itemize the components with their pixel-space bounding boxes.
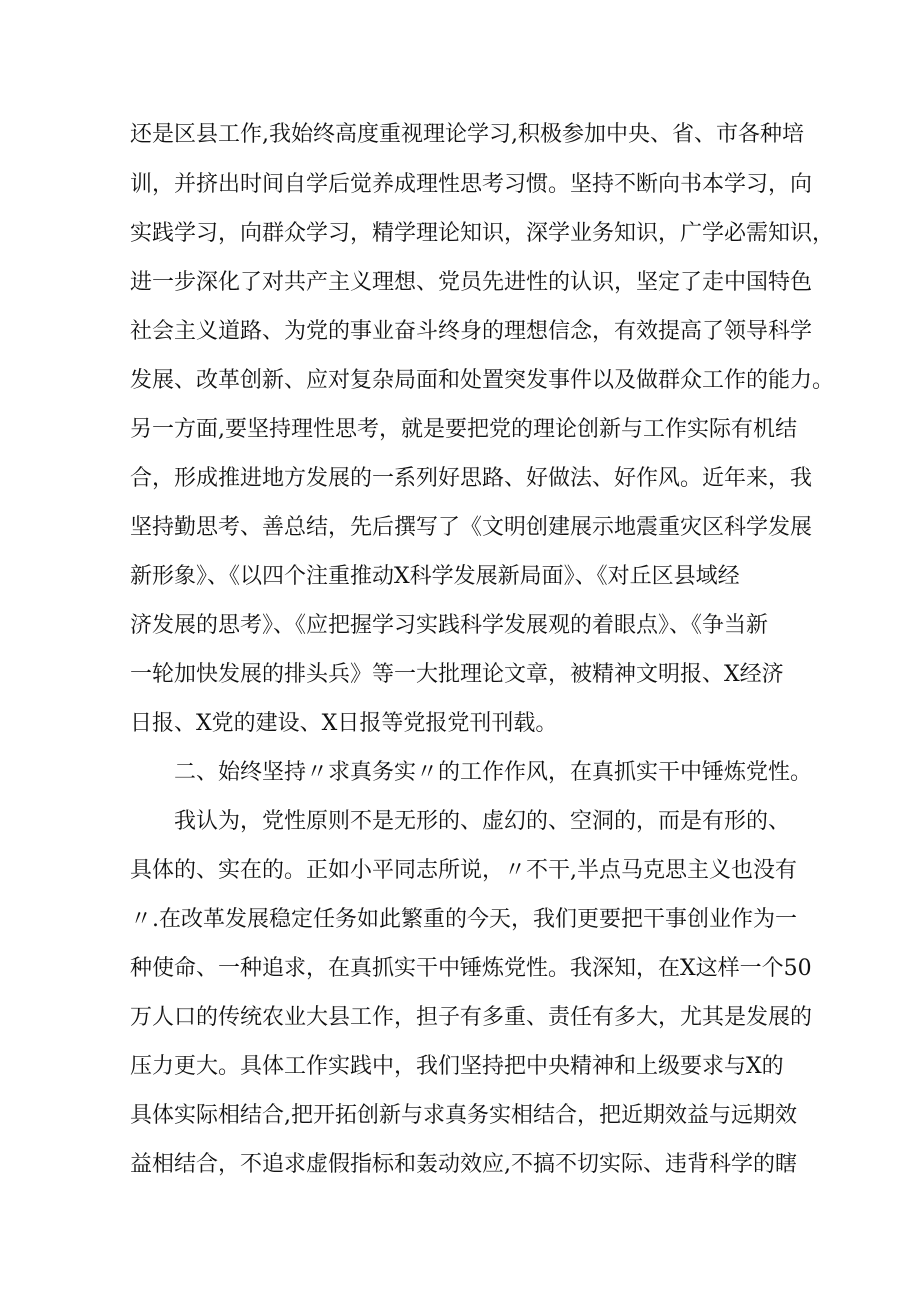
text-line: 日报、X党的建设、X日报等党报党刊刊载。 <box>130 711 558 736</box>
text-line: 进一步深化了对共产主义理想、党员先进性的认识，坚定了走中国特色 <box>130 270 813 295</box>
text-line: 社会主义道路、为党的事业奋斗终身的理想信念，有效提高了领导科学 <box>130 319 813 344</box>
text-line: 具体实际相结合,把开拓创新与求真务实相结合，把近期效益与远期效 <box>130 1103 797 1128</box>
text-line: 济发展的思考》、《应把握学习实践科学发展观的着眼点》、《争当新 <box>130 613 769 638</box>
text-line: 〃.在改革发展稳定任务如此繁重的今天，我们更要把干事创业作为一 <box>130 907 797 932</box>
text-line: 坚持勤思考、善总结，先后撰写了《文明创建展示地震重灾区科学发展 <box>130 515 813 540</box>
text-line: 发展、改革创新、应对复杂局面和处置突发事件以及做群众工作的能力。 <box>130 368 835 393</box>
text-line: 另一方面,要坚持理性思考，就是要把党的理论创新与工作实际有机结 <box>130 417 797 442</box>
text-line: 压力更大。具体工作实践中，我们坚持把中央精神和上级要求与X的 <box>130 1054 784 1079</box>
text-line: 具体的、实在的。正如小平同志所说，〃不干,半点马克思主义也没有 <box>130 858 797 883</box>
text-line: 实践学习，向群众学习，精学理论知识，深学业务知识，广学必需知识， <box>130 221 835 246</box>
text-line: 种使命、一种追求，在真抓实干中锤炼党性。我深知，在X这样一个50 <box>130 956 812 981</box>
text-line: 合，形成推进地方发展的一系列好思路、好做法、好作风。近年来，我 <box>130 466 813 491</box>
text-line: 万人口的传统农业大县工作，担子有多重、责任有多大，尤其是发展的 <box>130 1005 813 1030</box>
section-heading: 二、始终坚持〃求真务实〃的工作作风，在真抓实干中锤炼党性。 <box>174 760 813 785</box>
text-line: 一轮加快发展的排头兵》等一大批理论文章，被精神文明报、X经济 <box>130 662 784 687</box>
paragraph-first-line: 我认为，党性原则不是无形的、虚幻的、空洞的，而是有形的、 <box>174 809 791 834</box>
text-line: 训，并挤出时间自学后觉养成理性思考习惯。坚持不断向书本学习，向 <box>130 172 813 197</box>
text-line: 新形象》、《以四个注重推动X科学发展新局面》、《对丘区县域经 <box>130 564 740 589</box>
text-line: 还是区县工作,我始终高度重视理论学习,积极参加中央、省、市各种培 <box>130 122 804 147</box>
text-line: 益相结合，不追求虚假指标和轰动效应,不搞不切实际、违背科学的瞎 <box>130 1152 797 1177</box>
